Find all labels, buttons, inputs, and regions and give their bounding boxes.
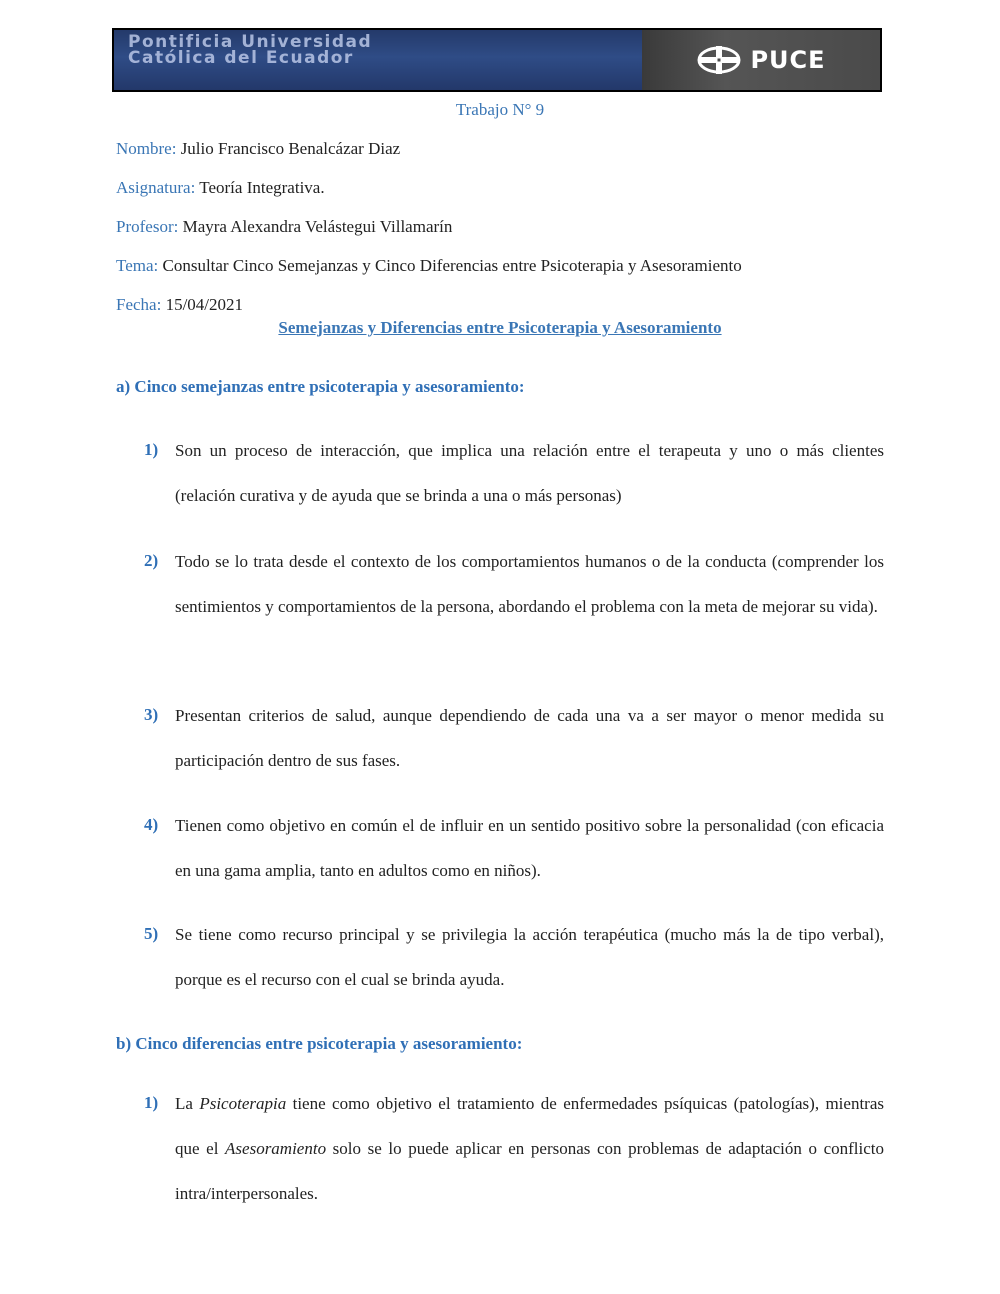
document-heading: Semejanzas y Diferencias entre Psicoterapia y Asesoramiento xyxy=(278,318,722,337)
item-number: 5) xyxy=(144,924,159,943)
list-item xyxy=(144,440,884,518)
list-item xyxy=(144,705,884,783)
puce-logo xyxy=(696,45,825,75)
info-label: Profesor: xyxy=(116,217,179,236)
item-text-part: La xyxy=(175,1094,200,1113)
list-item xyxy=(144,551,884,629)
info-nombre xyxy=(116,139,400,159)
item-number: 1) xyxy=(144,440,159,459)
item-text: Tienen como objetivo en común el de influir en un sentido positivo sobre la personalidad (con eficacia en una gama amplia, tanto en adultos como en niños). xyxy=(175,816,884,880)
info-value: 15/04/2021 xyxy=(165,295,244,314)
info-value: Mayra Alexandra Velástegui Villamarín xyxy=(182,217,453,236)
info-label: Tema: xyxy=(116,256,159,275)
university-name-panel xyxy=(114,30,642,90)
info-label: Nombre: xyxy=(116,139,177,158)
item-text: Todo se lo trata desde el contexto de los comportamientos humanos o de la conducta (comprender los sentimientos y comportamientos de la persona, abordando el problema con la meta de mejorar su vida). xyxy=(175,552,884,616)
info-label: Asignatura: xyxy=(116,178,196,197)
info-value: Teoría Integrativa. xyxy=(199,178,325,197)
item-text-part: solo se lo puede aplicar en personas con problemas de adaptación o conflicto intra/interpersonales. xyxy=(175,1139,884,1203)
item-number: 2) xyxy=(144,551,159,570)
puce-logo-panel xyxy=(642,30,880,90)
item-text xyxy=(175,1081,884,1216)
info-value: Julio Francisco Benalcázar Diaz xyxy=(180,139,401,158)
info-fecha xyxy=(116,295,243,315)
info-asignatura xyxy=(116,178,325,198)
puce-cross-icon xyxy=(696,45,742,75)
item-text: Se tiene como recurso principal y se privilegia la acción terapéutica (mucho más la de tipo verbal), porque es el recurso con el cual se brinda ayuda. xyxy=(175,925,884,989)
university-name-line1: Pontificia Universidad xyxy=(128,32,373,52)
item-text: Son un proceso de interacción, que implica una relación entre el terapeuta y uno o más clientes (relación curativa y de ayuda que se brinda a una o más personas) xyxy=(175,441,884,505)
list-item xyxy=(144,815,884,893)
section-b-title: b) Cinco diferencias entre psicoterapia y asesoramiento: xyxy=(116,1034,523,1053)
item-number: 3) xyxy=(144,705,159,724)
list-item xyxy=(144,924,884,1002)
info-profesor xyxy=(116,217,452,237)
item-number: 4) xyxy=(144,815,159,834)
header-banner xyxy=(112,28,882,92)
item-emphasis: Asesoramiento xyxy=(225,1139,327,1158)
section-a-title: a) Cinco semejanzas entre psicoterapia y asesoramiento: xyxy=(116,377,525,396)
item-number: 1) xyxy=(144,1093,159,1112)
assignment-title: Trabajo N° 9 xyxy=(455,100,545,119)
info-value: Consultar Cinco Semejanzas y Cinco Diferencias entre Psicoterapia y Asesoramiento xyxy=(162,256,742,275)
item-text-part: tiene como objetivo el tratamiento de enfermedades psíquicas (patologías), mientras que el xyxy=(175,1094,885,1158)
puce-logo-text: PUCE xyxy=(750,46,826,74)
university-name-line2: Católica del Ecuador xyxy=(128,48,354,68)
info-label: Fecha: xyxy=(116,295,162,314)
info-tema xyxy=(116,256,742,276)
list-item xyxy=(144,1093,884,1216)
item-text: Presentan criterios de salud, aunque dependiendo de cada una va a ser mayor o menor medida su participación dentro de sus fases. xyxy=(175,706,884,770)
item-emphasis: Psicoterapia xyxy=(199,1094,287,1113)
